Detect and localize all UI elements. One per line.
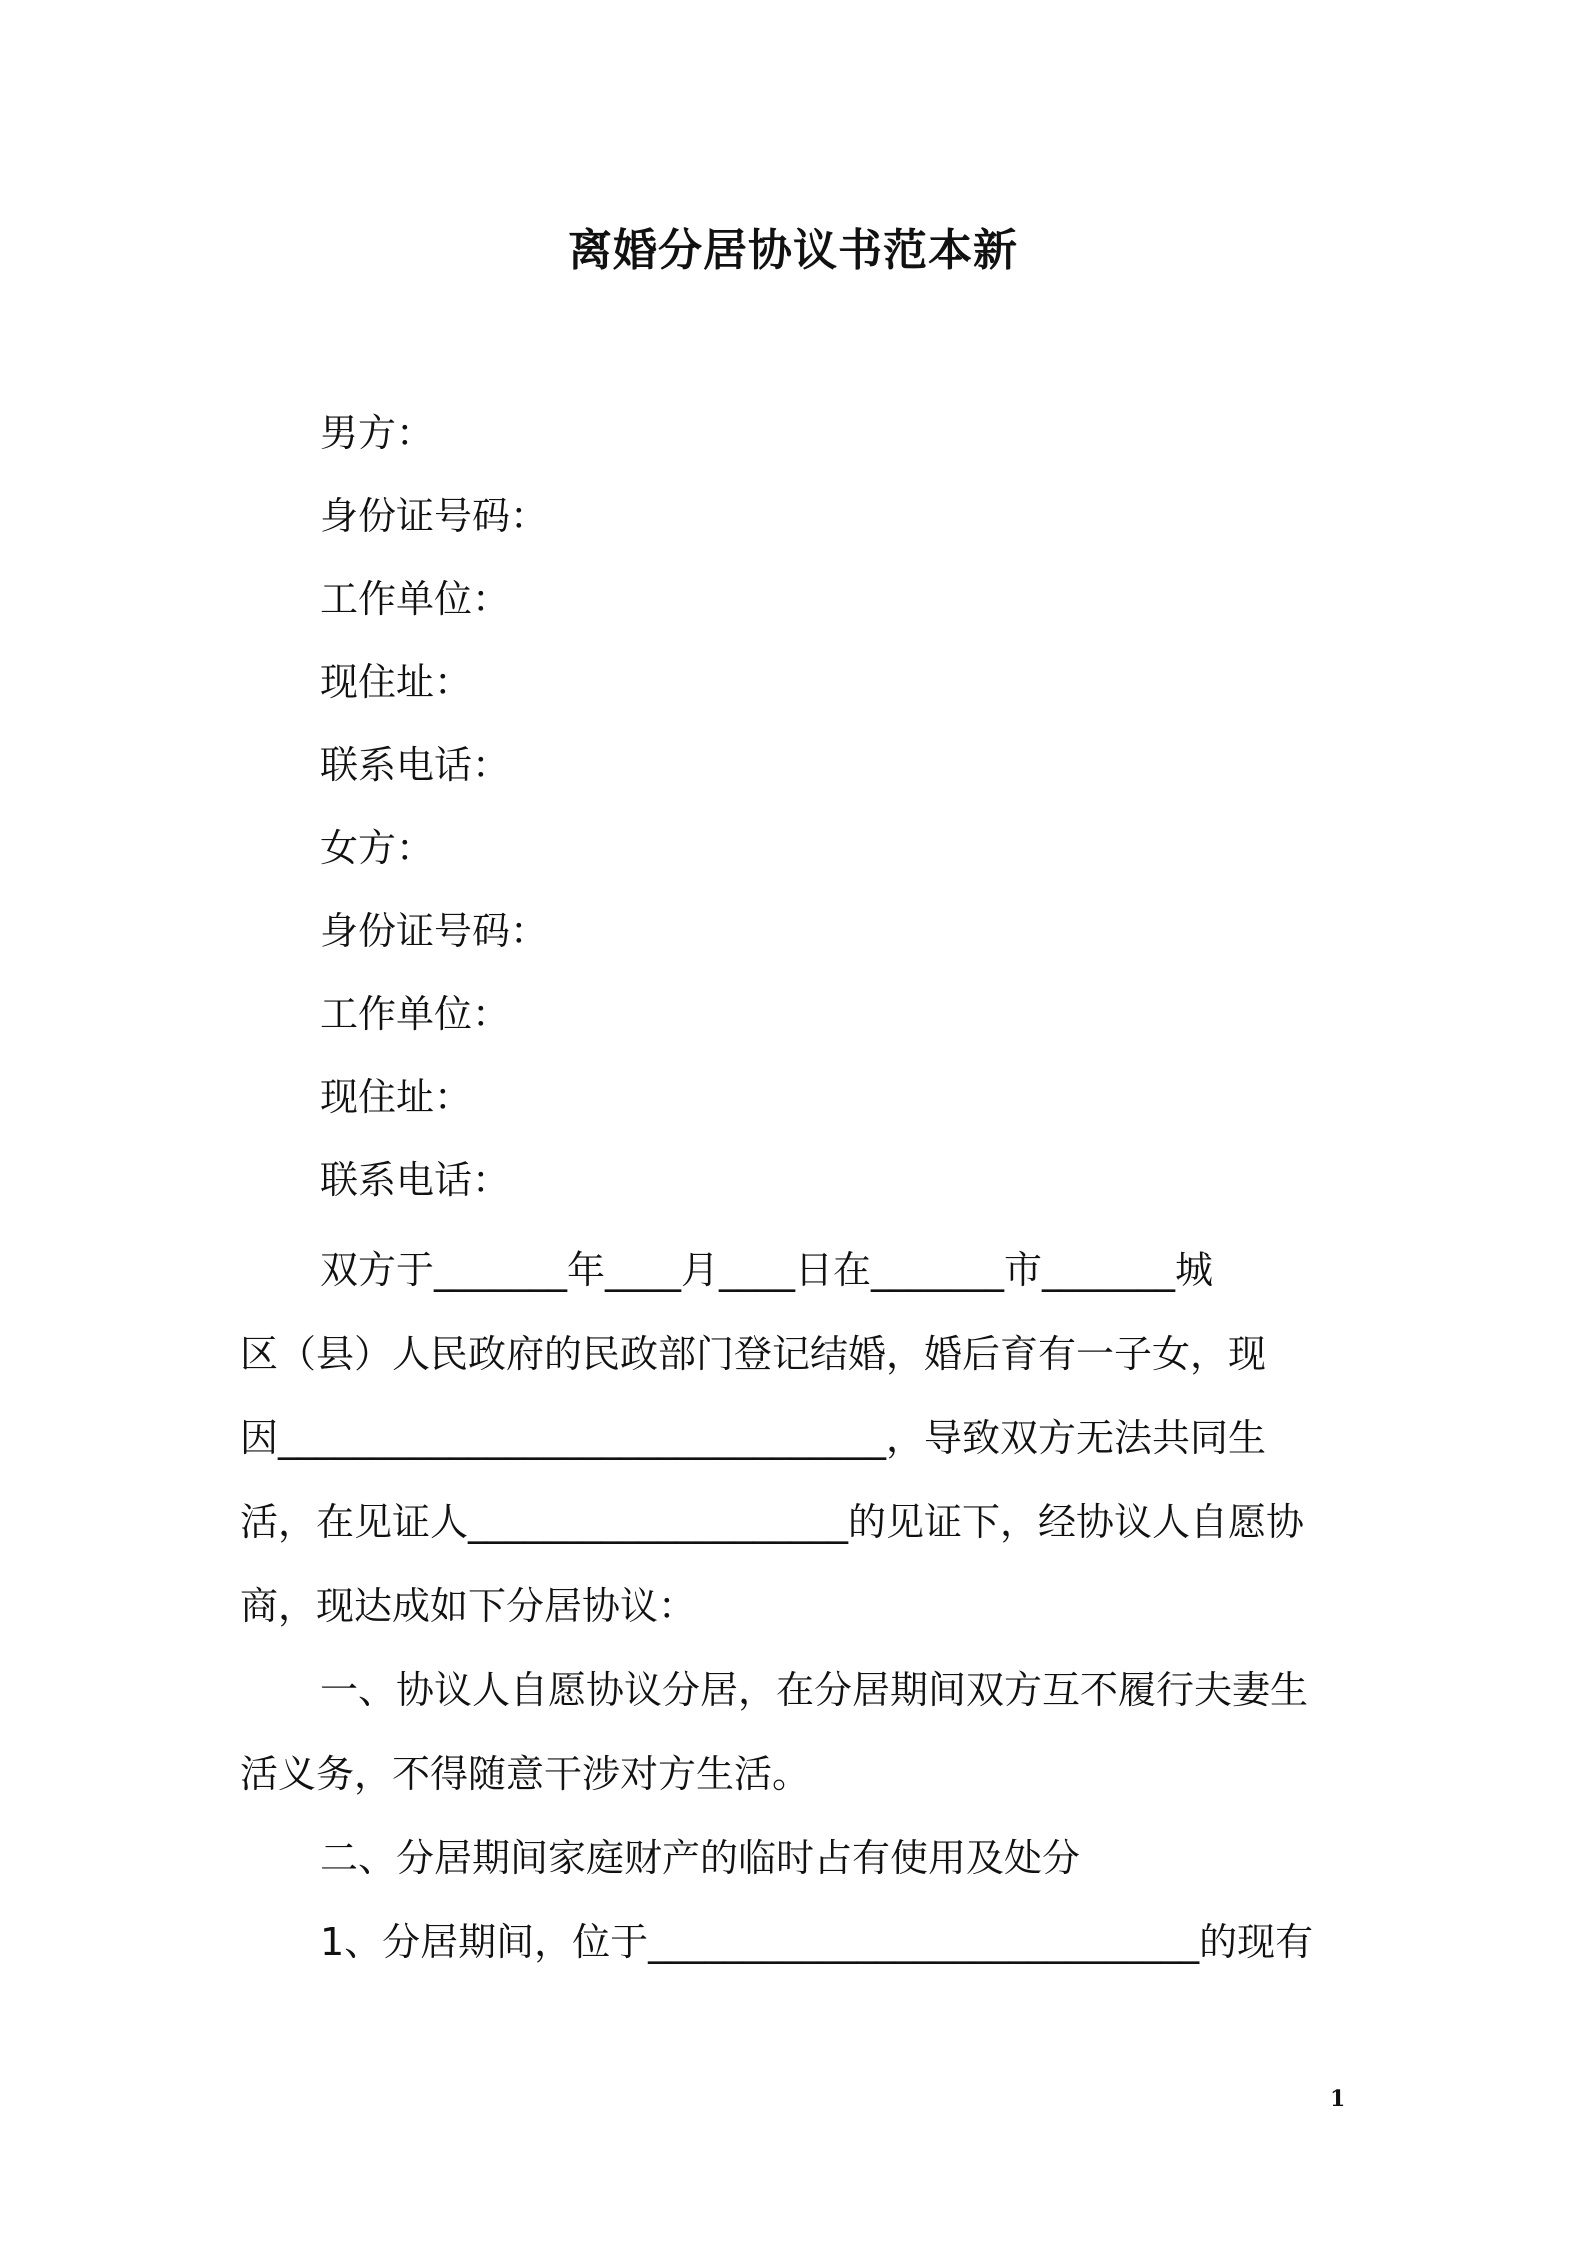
clause-one-paragraph <box>240 1648 1355 1816</box>
clause-one-line-2: 活义务，不得随意干涉对方生活。 <box>240 1752 811 1796</box>
male-address-label: 现住址： <box>320 660 473 704</box>
clause-one-line-1: 一、协议人自愿协议分居，在分居期间双方互不履行夫妻生 <box>320 1668 1309 1712</box>
female-phone-label: 联系电话： <box>320 1158 511 1202</box>
intro-line-4 <box>240 1480 1355 1564</box>
intro-line-5-text: 商，现达成如下分居协议： <box>240 1584 697 1628</box>
clause-two-heading <box>240 1816 1355 1900</box>
male-work-unit-label: 工作单位： <box>320 577 511 621</box>
clause-two-item-one-text: 1、分居期间，位于_____________________________的现有 <box>320 1920 1314 1964</box>
intro-line-2 <box>240 1312 1355 1396</box>
female-work-unit-label: 工作单位： <box>320 992 511 1036</box>
female-party-label: 女方： <box>320 826 435 870</box>
clause-two-item-one-paragraph <box>240 1900 1355 1984</box>
clause-two-text: 二、分居期间家庭财产的临时占有使用及处分 <box>320 1836 1081 1880</box>
intro-line-1-text: 双方于_______年____月____日在_______市_______城 <box>320 1248 1214 1292</box>
intro-paragraph <box>240 1228 1355 1648</box>
document-title: 离婚分居协议书范本新 <box>568 225 1018 276</box>
male-phone-label: 联系电话： <box>320 743 511 787</box>
intro-line-3 <box>240 1396 1355 1480</box>
page-number: 1 <box>1330 2086 1346 2112</box>
intro-line-3-text: 因________________________________，导致双方无法共同生 <box>240 1416 1267 1460</box>
intro-line-1 <box>240 1228 1355 1312</box>
male-id-number-label: 身份证号码： <box>320 494 549 538</box>
intro-line-4-text: 活，在见证人____________________的见证下，经协议人自愿协 <box>240 1500 1305 1544</box>
intro-line-5 <box>240 1564 1355 1648</box>
intro-line-2-text: 区（县）人民政府的民政部门登记结婚，婚后育有一子女，现 <box>240 1332 1267 1376</box>
female-address-label: 现住址： <box>320 1075 473 1119</box>
male-party-label: 男方： <box>320 411 435 455</box>
female-id-number-label: 身份证号码： <box>320 909 549 953</box>
